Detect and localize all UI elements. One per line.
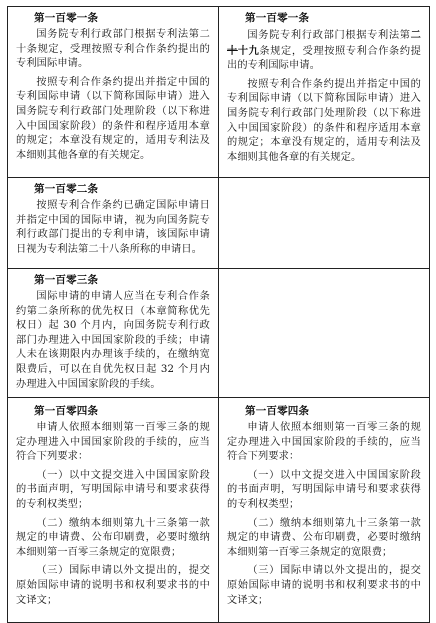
- article-paragraph: 按照专利合作条约提出并指定中国的专利国际申请（以下简称国际申请）进入国务院专利行政部门处理阶段（以下称进入中国国家阶段）的条件和程序适用本章的规定；本章没有规定的，适用专利法及本细则其他各章的有关规定。: [227, 78, 421, 163]
- article-paragraph: （一）以中文提交进入中国国家阶段的书面声明，写明国际申请号和要求获得的专利权类型；: [227, 469, 421, 510]
- article-paragraph: （一）以中文提交进入中国国家阶段的书面声明，写明国际申请号和要求获得的专利权类型；: [16, 469, 210, 510]
- article-title: 第一百零二条: [34, 183, 99, 195]
- table-cell-right-empty: [218, 269, 429, 397]
- table-cell-right-empty: [218, 178, 429, 268]
- article-paragraph: 申请人依照本细则第一百零三条的规定办理进入中国国家阶段的手续的，应当符合下列要求：: [16, 422, 210, 463]
- article-paragraph: （二）缴纳本细则第九十三条第一款规定的申请费、公布印刷费，必要时缴纳本细则第一百零三条规定的宽限费；: [227, 517, 421, 558]
- article-paragraph: 按照专利合作条约已确定国际申请日并指定中国的国际申请，视为向国务院专利行政部门提出的专利申请，该国际申请日视为专利法第二十八条所称的申请日。: [16, 200, 210, 255]
- table-cell-left: [8, 7, 218, 177]
- article-title: 第一百零四条: [245, 405, 310, 417]
- inserted-text: 二: [410, 29, 421, 41]
- table-row: [7, 268, 430, 397]
- table-cell-left: [8, 178, 218, 268]
- text-run: 条规定，受理按照专利合作条约提出的专利国际申请。: [227, 45, 421, 72]
- comparison-table: [7, 6, 430, 620]
- article-paragraph: （三）国际申请以外文提出的，提交原始国际申请的说明书和权利要求书的中文译文；: [16, 565, 210, 606]
- article-paragraph: [227, 28, 421, 74]
- text-run: 国务院专利行政部门根据专利法第: [247, 30, 411, 41]
- table-row: [7, 6, 430, 177]
- table-cell-right: [218, 398, 429, 622]
- article-title: 第一百零一条: [245, 12, 310, 24]
- article-paragraph: 申请人依照本细则第一百零三条的规定办理进入中国国家阶段的手续的，应当符合下列要求：: [227, 422, 421, 463]
- deleted-text: 十: [227, 44, 238, 57]
- table-cell-right: [218, 7, 429, 177]
- table-cell-left: [8, 398, 218, 622]
- article-paragraph: 国务院专利行政部门根据专利法第二十条规定，受理按照专利合作条约提出的专利国际申请。: [16, 29, 210, 70]
- inserted-text: 十九: [237, 44, 260, 57]
- article-paragraph: （三）国际申请以外文提出的，提交原始国际申请的说明书和权利要求书的中文译文；: [227, 565, 421, 606]
- article-paragraph: （二）缴纳本细则第九十三条第一款规定的申请费、公布印刷费，必要时缴纳本细则第一百零三条规定的宽限费；: [16, 517, 210, 558]
- article-paragraph: 按照专利合作条约提出并指定中国的专利国际申请（以下简称国际申请）进入国务院专利行政部门处理阶段（以下称进入中国国家阶段）的条件和程序适用本章的规定；本章没有规定的，适用专利法及本细则其他各章的有关规定。: [16, 76, 210, 161]
- table-cell-left: [8, 269, 218, 397]
- article-title: 第一百零四条: [34, 405, 99, 417]
- article-paragraph: 国际申请的申请人应当在专利合作条约第二条所称的优先权日（本章简称优先权日）起 30 个月内，向国务院专利行政部门办理进入中国国家阶段的手续；申请人未在该期限内办理该手续的，在缴纳宽限费后，可以在自优先权日起 32 个月内办理进入中国国家阶段的手续。: [16, 291, 210, 390]
- table-row: [7, 397, 430, 623]
- article-title: 第一百零三条: [34, 274, 99, 286]
- article-title: 第一百零一条: [34, 12, 99, 24]
- table-row: [7, 177, 430, 268]
